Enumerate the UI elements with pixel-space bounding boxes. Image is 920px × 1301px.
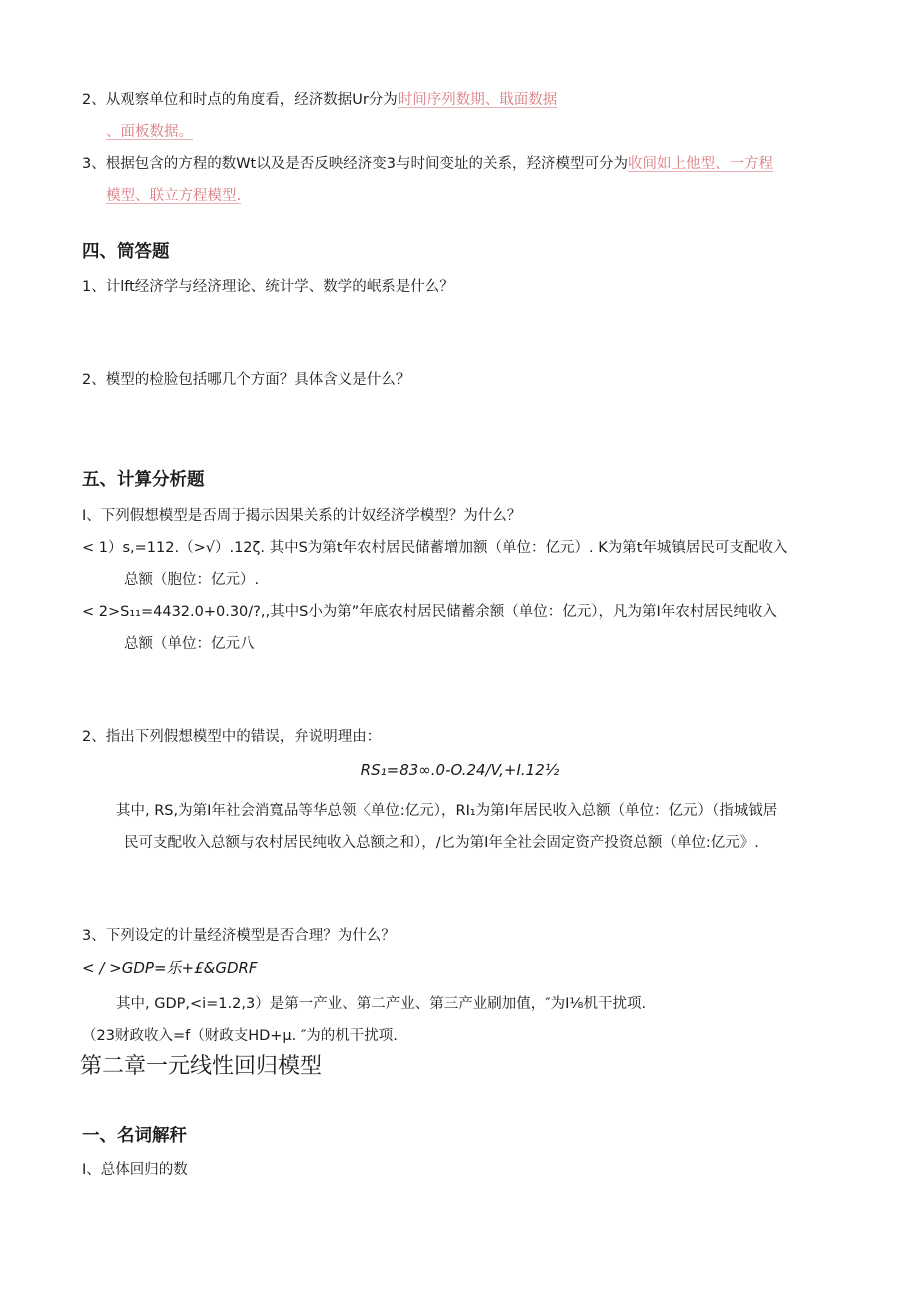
blank-question-2	[82, 90, 557, 110]
question-2-explanation-cont: 民可支配收入总额与农村居民纯收入总额之和），/匕为第I年全社会固定资产投资总额（单位:亿元》.	[124, 835, 759, 851]
chapter-2-section-1-heading: 一、名词解秆	[82, 1126, 187, 1146]
question-text: 3、根据包含的方程的数Wt以及是否反映经济变3与时间变址的关系，羟济模型可分为	[82, 156, 628, 172]
question-1-model-a: < 1）s,=112.（>√）.12ζ. 其中S为第t年农村居民储蓄增加额（单位：亿元）. K为第t年城镇居民可支配收入	[82, 540, 788, 556]
question-1-model-a-cont: 总额（胞位：亿元）.	[124, 572, 260, 588]
section-5-question-3: 3、下列设定的计量经济模型是否合理？为什么？	[82, 928, 396, 944]
answer-separator: 、	[714, 156, 730, 172]
answer-model-type-2-cont: 模型	[106, 188, 135, 204]
answer-model-type-2: 一方程	[729, 156, 773, 172]
section-4-heading: 四、筒答题	[82, 242, 170, 262]
answer-cross-section: 戢面数据	[499, 92, 558, 108]
question-3-explanation-2: （23财政收入=f（财政支HD+μ. ″为的机干扰项.	[82, 1028, 398, 1044]
answer-separator: 、	[106, 124, 121, 140]
chapter-2-item-1: I、总体回归的数	[82, 1162, 188, 1178]
question-3-explanation: 其中, GDP,<i=1.2,3）是第一产业、第二产业、第三产业刷加值，″为I⅛机干扰项.	[116, 996, 647, 1012]
blank-question-2-cont	[106, 122, 193, 142]
question-2-formula: RS₁=83∞.0-O.24/V,+I.12½	[360, 761, 560, 779]
section-5-heading: 五、计算分析题	[82, 470, 205, 490]
question-1-model-b-cont: 总额（单位：亿元八	[124, 636, 255, 652]
question-3-formula: < / >GDP=乐+£&GDRF	[82, 959, 258, 977]
answer-separator: 、	[135, 188, 150, 204]
question-text: 2、从观察单位和时点的角度看，经济数据Ur分为	[82, 92, 398, 108]
answer-end-mark: 。	[178, 124, 193, 140]
answer-panel-data: 面板数据	[120, 124, 179, 140]
answer-model-type-3: 联立方程模型	[149, 188, 237, 204]
blank-question-3	[82, 154, 773, 174]
blank-question-3-cont	[106, 186, 241, 206]
chapter-2-title: 第二章一元线性回归模型	[80, 1054, 323, 1079]
section-5-question-2: 2、指出下列假想模型中的错误，弁说明理由：	[82, 729, 382, 745]
section-5-question-1: I、下列假想模型是否周于揭示因果关系的计奴经济学模型？为什么？	[82, 508, 522, 524]
question-1-model-b: < 2>S₁₁=4432.0+0.30/?,,其中S小为第”年底农村居民储蓄余额（单位：亿元），凡为第I年农村居民纯收入	[82, 604, 777, 620]
question-2-explanation: 其中, RS,为第I年社会消寬品等华总领〈单位:亿元），RI₁为第I年居民收入总额（单位：亿元）（指城钺居	[116, 803, 778, 819]
section-4-question-1: 1、计lft经济学与经济理论、统计学、数学的岷系是什么？	[82, 279, 454, 295]
section-4-question-2: 2、模型的检脸包括哪几个方面？具体含义是什么？	[82, 372, 411, 388]
answer-separator: 、	[484, 92, 500, 108]
answer-end-mark: .	[236, 188, 242, 204]
answer-model-type-1: 收间如上他型	[627, 156, 715, 172]
answer-time-series: 时间序列数期	[397, 92, 485, 108]
